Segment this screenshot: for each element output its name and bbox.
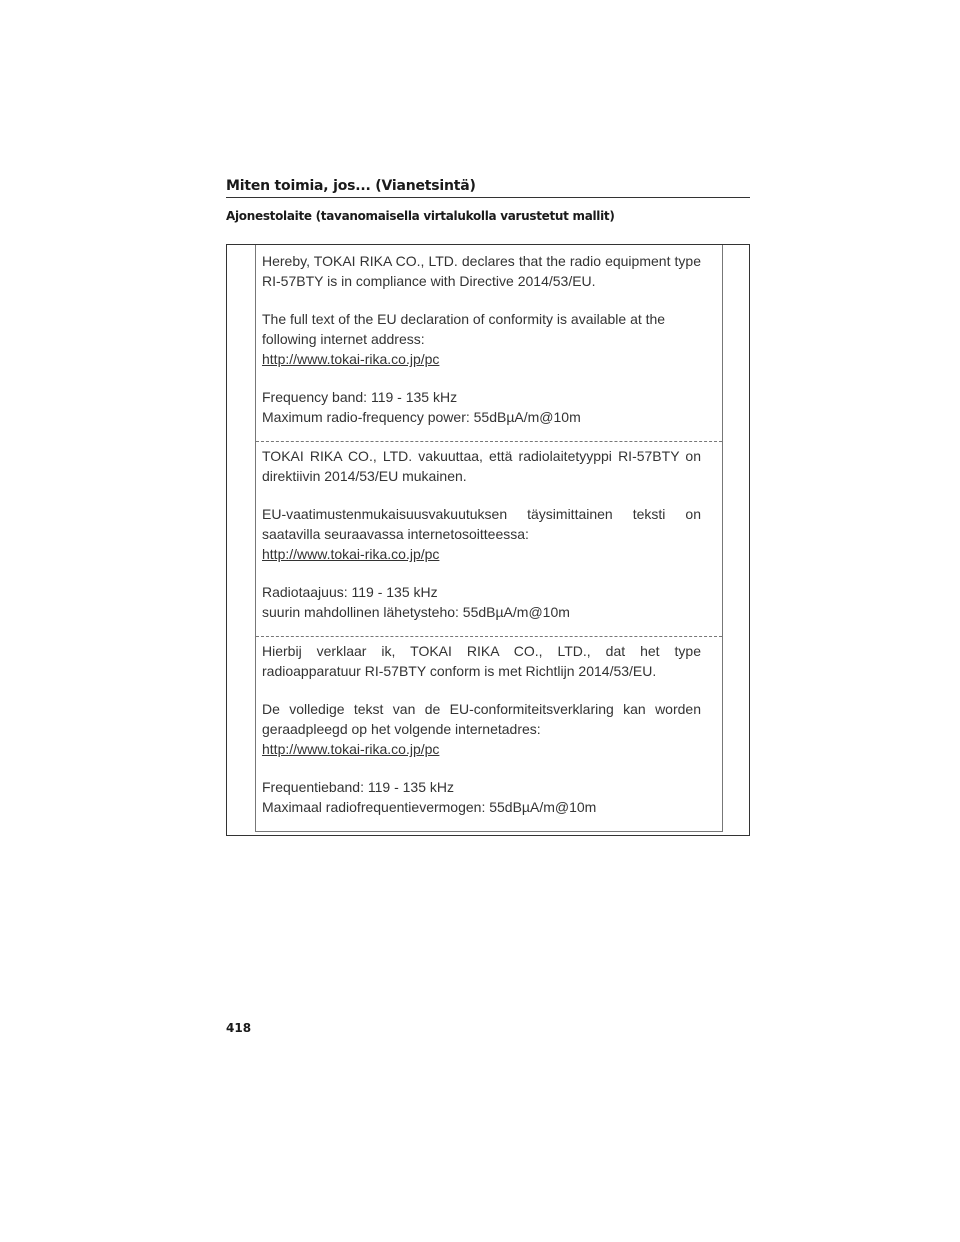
- statement-line: Hierbij verklaar ik, TOKAI RIKA CO., LTD., dat het type: [262, 643, 701, 659]
- max-power: suurin mahdollinen lähetysteho: 55dBµA/m@10m: [262, 604, 570, 620]
- full-text-notice: [262, 309, 701, 369]
- statement-line: radioapparatuur RI-57BTY conform is met Richtlijn 2014/53/EU.: [262, 663, 657, 679]
- dashed-divider: [256, 636, 722, 637]
- subsection-title: Ajonestolaite (tavanomaisella virtalukolla varustetut mallit): [226, 209, 615, 223]
- statement-line: RI-57BTY is in compliance with Directive 2014/53/EU.: [262, 273, 596, 289]
- page-number: 418: [226, 1021, 252, 1035]
- max-power: Maximum radio-frequency power: 55dBµA/m@10m: [262, 409, 581, 425]
- statement-line: direktiivin 2014/53/EU mukainen.: [262, 468, 467, 484]
- full-text-line: geraadpleegd op het volgende internetadres:: [262, 721, 541, 737]
- declaration-box: [255, 245, 723, 832]
- section-title: Miten toimia, jos... (Vianetsintä): [226, 178, 476, 194]
- declaration-finnish: [256, 446, 722, 640]
- full-text-line: De volledige tekst van de EU-conformiteitsverklaring kan worden: [262, 701, 701, 717]
- radio-specs: [262, 387, 701, 427]
- declaration-url-link[interactable]: http://www.tokai-rika.co.jp/pc: [262, 546, 440, 562]
- full-text-line: EU-vaatimustenmukaisuusvakuutuksen täysimittainen teksti on: [262, 506, 701, 522]
- conformity-statement: [262, 251, 701, 291]
- frequency-band: Frequency band: 119 - 135 kHz: [262, 389, 458, 405]
- declaration-dutch: [256, 641, 722, 835]
- full-text-line: following internet address:: [262, 331, 425, 347]
- declaration-english: [256, 251, 722, 445]
- conformity-statement: [262, 641, 701, 681]
- full-text-line: The full text of the EU declaration of conformity is available at the: [262, 311, 666, 327]
- declaration-url-link[interactable]: http://www.tokai-rika.co.jp/pc: [262, 741, 440, 757]
- full-text-line: saatavilla seuraavassa internetosoitteessa:: [262, 526, 529, 542]
- statement-line: TOKAI RIKA CO., LTD. vakuuttaa, että radiolaitetyyppi RI-57BTY on: [262, 448, 701, 464]
- section-header: [226, 178, 750, 198]
- declaration-frame: [226, 244, 750, 836]
- full-text-notice: [262, 699, 701, 759]
- frequency-band: Radiotaajuus: 119 - 135 kHz: [262, 584, 438, 600]
- dashed-divider: [256, 441, 722, 442]
- radio-specs: [262, 777, 701, 817]
- frequency-band: Frequentieband: 119 - 135 kHz: [262, 779, 454, 795]
- declaration-url-link[interactable]: http://www.tokai-rika.co.jp/pc: [262, 351, 440, 367]
- conformity-statement: [262, 446, 701, 486]
- statement-line: Hereby, TOKAI RIKA CO., LTD. declares that the radio equipment type: [262, 253, 701, 269]
- max-power: Maximaal radiofrequentievermogen: 55dBµA/m@10m: [262, 799, 597, 815]
- full-text-notice: [262, 504, 701, 564]
- radio-specs: [262, 582, 701, 622]
